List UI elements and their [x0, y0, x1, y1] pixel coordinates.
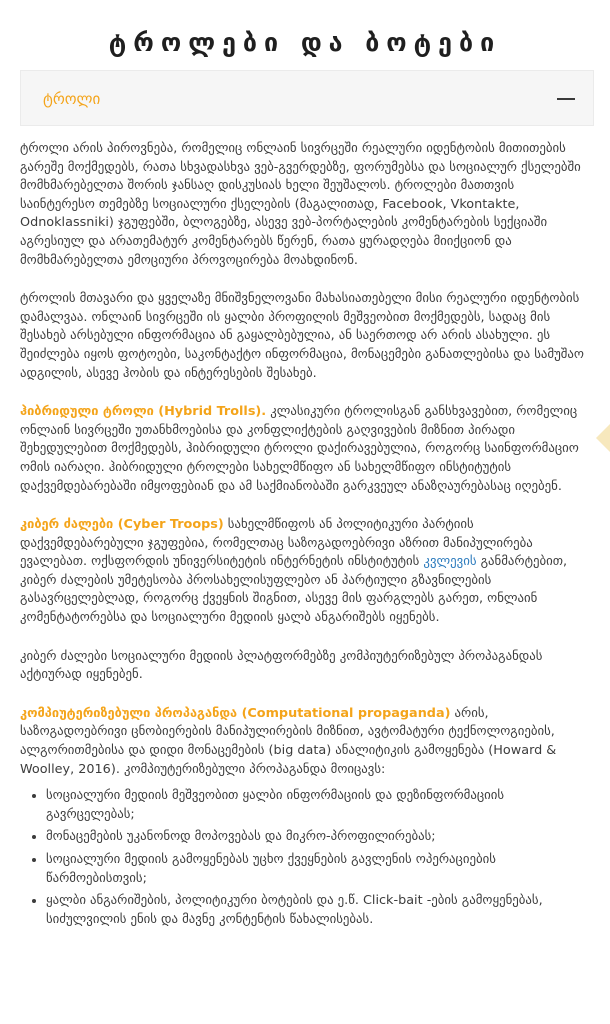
- paragraph-computational-propaganda: [20, 705, 592, 779]
- term-computational-propaganda: კომპიუტერიზებული პროპაგანდა (Computational propaganda): [20, 705, 451, 721]
- side-arrow-icon[interactable]: [596, 424, 610, 452]
- list-item: • სოციალური მედიის გამოყენებას უცხო ქვეყნების გავლენის ოპერაციების წარმოებისთვის;: [46, 851, 592, 888]
- list-item: • მონაცემების უკანონოდ მოპოვებას და მიკრო-პროფილირებას;: [46, 828, 592, 847]
- term-hybrid-trolls: ჰიბრიდული ტროლი (Hybrid Trolls).: [20, 404, 267, 420]
- page-title: ტროლები და ბოტები: [108, 28, 502, 57]
- propaganda-list: [20, 787, 592, 929]
- paragraph-cyber-troops: [20, 516, 592, 628]
- list-item: • ყალბი ანგარიშების, პოლიტიკური ბოტების და ე.წ. Click-bait -ების გამოყენებას, სიძულვილის ენის და მავნე კონტენტის წახალისებას.: [46, 892, 592, 929]
- research-link[interactable]: კვლევის: [423, 554, 477, 570]
- term-cyber-troops: კიბერ ძალები (Cyber Troops): [20, 517, 224, 533]
- accordion-content: [20, 140, 592, 933]
- paragraph-hybrid-trolls: [20, 403, 592, 496]
- hybrid-trolls-text: კლასიკური ტროლისგან განსხვავებით, რომელიც ონლაინ სივრცეში უთანხმოებისა და კონფლიქტების გაღვივების მიზნით პირადი შეხედულებით მოქმედებს, ჰიბრიდული ტროლი დაქირავებულია, როგორც საინფორმაციო ომის იარაღი. ჰიბრიდული ტროლები სახელმწიფო ან სახელმწიფო ინსტიტუტის დაქვემდებარებაში იმყოფებიან და ამ საქმიანობაში გარკვეულ ანაზღაურებასაც იღებენ.: [20, 404, 579, 494]
- computational-propaganda-text: არის, საზოგადოებრივი ცნობიერების მანიპულირების მიზნით, ავტომატური ტექნოლოგიების, ალგორითმებისა და დიდი მონაცემების (big data) ანალიტიკის გამოყენება (Howard & Woolley, 2016). კომპიუტერიზებული პროპაგანდა მოიცავს:: [20, 705, 557, 777]
- collapse-minus-icon[interactable]: [557, 98, 575, 100]
- list-item: • სოციალური მედიის მეშვეობით ყალბი ინფორმაციის და დეზინფორმაციის გავრცელებას;: [46, 787, 592, 824]
- paragraph-troll-definition: ტროლი არის პიროვნება, რომელიც ონლაინ სივრცეში რეალური იდენტობის მითითების გარეშე მოქმედებს, რათა სხვადასხვა ვებ-გვერდებზე, ფორუმებსა და სოციალურ ქსელებში მომხმარებელთა შორის ჯანსაღ დისკუსიას ხელი შეუშალოს. ტროლები მათთვის საინტერესო თემებზე სოციალური ქსელების (მაგალითად, Facebook, Vkontakte, Odnoklassniki) ჯგუფებში, ბლოგებზე, ასევე ვებ-პორტალების კომენტარების სექციაში აგრესიულ და არათემატურ კომენტარებს წერენ, რათა ყურადღება მიიქციონ და მომხმარებელთა ემოციური პროვოცირება მოახდინონ.: [20, 141, 581, 268]
- cyber-troops-text-b: განმარტებით, კიბერ ძალების უმეტესობა პროსახელისუფლებო ან პარტიული გზავნილების გასავრცელებლად, როგორც ქვეყნის შიგნით, ასევე მის ფარგლებს გარეთ, ონლაინ კომენტატორებსა და სოციალური მედიის ყალბ ანგარიშებს იყენებს.: [20, 554, 568, 626]
- cyber-troops-text-a: სახელმწიფოს ან პოლიტიკური პარტიის დაქვემდებარებული ჯგუფებია, რომელთაც საზოგადოებრივი აზრით მანიპულირება ევალებათ. ოქსფორდის უნივერსიტეტის ინტერნეტის ინსტიტუტის: [20, 517, 533, 570]
- accordion-header-troll[interactable]: [20, 70, 594, 126]
- accordion-title: ტროლი: [43, 90, 101, 108]
- paragraph-troll-identity: ტროლის მთავარი და ყველაზე მნიშვნელოვანი მახასიათებელი მისი რეალური იდენტობის დამალვაა. ონლაინ სივრცეში ის ყალბი პროფილის მეშვეობით მოქმედებს, სადაც მის შესახებ არსებული ინფორმაცია ან გაყალბებულია, ან საერთოდ არ არის ასახული. ეს შეიძლება იყოს ფოტოები, საკონტაქტო ინფორმაცია, მონაცემები განათლებისა და სამუშაო ადგილის, ასევე ჰობის და ინტერესების შესახებ.: [20, 291, 584, 381]
- paragraph-cyber-troops-usage: კიბერ ძალები სოციალური მედიის პლატფორმებზე კომპიუტერიზებულ პროპაგანდას აქტიურად იყენებენ.: [20, 648, 543, 683]
